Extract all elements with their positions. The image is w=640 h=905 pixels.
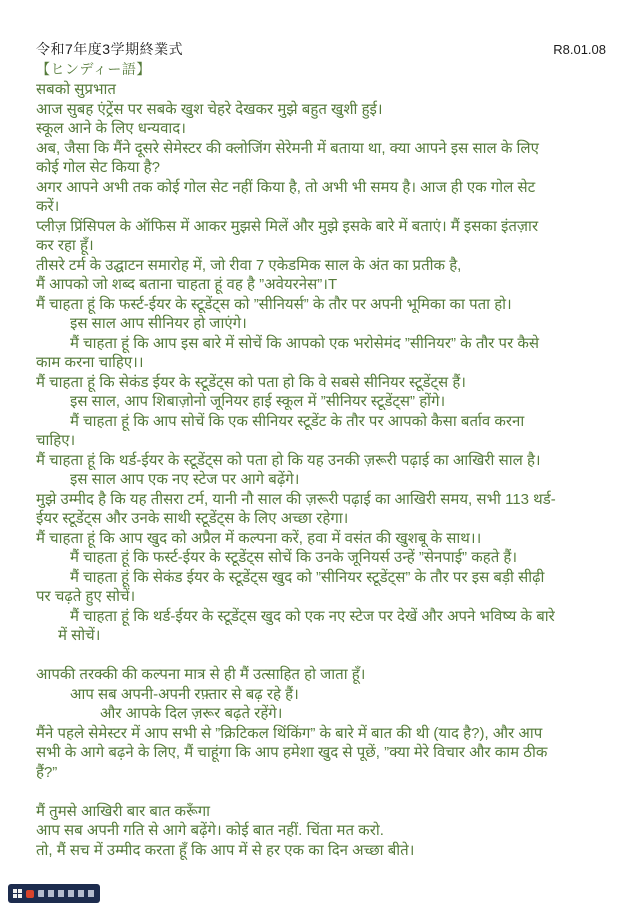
- date-label: R8.01.08: [553, 42, 606, 57]
- text-line: मैं आपको जो शब्द बताना चाहता हूं वह है ”अवेयरनेस”।T: [36, 276, 338, 293]
- text-line: मैं चाहता हूं कि आप खुद को अप्रैल में कल्पना करें, हवा में वसंत की खुशबू के साथ।।: [36, 529, 482, 547]
- text-line: इस साल आप सीनियर हो जाएंगे।: [70, 315, 247, 332]
- text-line: अब, जैसा कि मैंने दूसरे सेमेस्टर की क्लोजिंग सेरेमनी में बताया था, क्या आपने इस साल के लिए: [36, 139, 539, 157]
- text-line: [36, 646, 606, 666]
- text-line: सभी के आगे बढ़ने के लिए, मैं चाहूंगा कि आप हमेशा खुद से पूछें, ”क्या मेरे विचार और काम ठीक: [36, 744, 548, 761]
- text-line: ईयर स्टूडेंट्स और उनके साथी स्टूडेंट्स के लिए अच्छा रहेगा।: [36, 510, 349, 527]
- text-line: मैं चाहता हूं कि थर्ड-ईयर के स्टूडेंट्स खुद को एक नए स्टेज पर देखें और अपने भविष्य के बारे: [70, 607, 555, 625]
- text-line: प्लीज़ प्रिंसिपल के ऑफिस में आकर मुझसे मिलें और मुझे इसके बारे में बताएं। मैं इसका इंतज़ार: [36, 217, 539, 235]
- text-line: तीसरे टर्म के उद्घाटन समारोह में, जो रीवा 7 एकेडमिक साल के अंत का प्रतीक है,: [36, 256, 462, 274]
- document-header: [36, 40, 606, 59]
- text-line: अगर आपने अभी तक कोई गोल सेट नहीं किया है, तो अभी भी समय है। आज ही एक गोल सेट: [36, 178, 536, 196]
- language-section-label: 【ヒンディー語】: [36, 61, 151, 77]
- text-line: कोई गोल सेट किया है?: [36, 159, 160, 176]
- text-line: मैं चाहता हूं कि फर्स्ट-ईयर के स्टूडेंट्स को ”सीनियर्स” के तौर पर अपनी भूमिका का पता हो।: [36, 295, 512, 313]
- text-line: आज सुबह एंट्रेंस पर सबके खुश चेहरे देखकर मुझे बहुत खुशी हुई।: [36, 100, 383, 118]
- red-dot-icon: [26, 890, 34, 898]
- text-line: कर रहा हूँ।: [36, 237, 94, 254]
- text-line: मैं चाहता हूं कि थर्ड-ईयर के स्टूडेंट्स को पता हो कि यह उनकी ज़रूरी पढ़ाई का आखिरी साल है।: [36, 451, 541, 469]
- text-line: चाहिए।: [36, 432, 76, 449]
- text-line: मैंने पहले सेमेस्टर में आप सभी से ”क्रिटिकल थिंकिंग” के बारे में बात की थी (याद है?), और आप: [36, 724, 543, 742]
- text-line: हैं?”: [36, 763, 58, 781]
- text-line: मैं चाहता हूं कि फर्स्ट-ईयर के स्टूडेंट्स सोचें कि उनके जूनियर्स उन्हें ”सेनपाई” कहते हैं।: [70, 549, 518, 566]
- text-line: मैं चाहता हूं कि आप सोचें कि एक सीनियर स्टूडेंट के तौर पर आपको कैसा बर्ताव करना: [70, 412, 525, 430]
- text-line: पर चढ़ते हुए सोचें।: [36, 588, 136, 605]
- text-line: मैं चाहता हूं कि सेकंड ईयर के स्टूडेंट्स को पता हो कि वे सबसे सीनियर स्टूडेंट्स हैं।: [36, 373, 466, 391]
- text-line: काम करना चाहिए।।: [36, 354, 144, 371]
- document-body: [36, 80, 606, 860]
- footer-chip: [8, 884, 100, 903]
- text-line: [36, 782, 606, 802]
- text-line: इस साल आप एक नए स्टेज पर आगे बढ़ेंगे।: [70, 471, 300, 488]
- text-line: मैं चाहता हूं कि आप इस बारे में सोचें कि आपको एक भरोसेमंद ”सीनियर” के तौर पर कैसे: [70, 334, 540, 352]
- text-line: आप सब अपनी गति से आगे बढ़ेंगे। कोई बात नहीं. चिंता मत करो.: [36, 822, 384, 839]
- window-grid-icon: [13, 889, 22, 898]
- text-line: स्कूल आने के लिए धन्यवाद।: [36, 120, 186, 137]
- text-line: तो, मैं सच में उम्मीद करता हूँ कि आप में से हर एक का दिन अच्छा बीते।: [36, 841, 415, 859]
- text-line: आप सब अपनी-अपनी रफ़्तार से बढ़ रहे हैं।: [70, 685, 299, 703]
- chip-text-marks: [38, 890, 95, 897]
- text-line: मैं तुमसे आखिरी बार बात करूँगा: [36, 802, 211, 820]
- text-line: करें।: [36, 198, 60, 215]
- text-line: और आपके दिल ज़रूर बढ़ते रहेंगे।: [100, 705, 283, 722]
- text-line: मैं चाहता हूं कि सेकंड ईयर के स्टूडेंट्स खुद को ”सीनियर स्टूडेंट्स” के तौर पर इस बड़ी सीढ़ी: [70, 568, 545, 586]
- text-line: सबको सुप्रभात: [36, 81, 116, 98]
- text-line: मुझे उम्मीद है कि यह तीसरा टर्म, यानी नौ साल की ज़रूरी पढ़ाई का आखिरी समय, सभी 113 थर्ड-: [36, 490, 556, 508]
- text-line: इस साल, आप शिबाज़ोनो जूनियर हाई स्कूल में ”सीनियर स्टूडेंट्स” होंगे।: [70, 393, 446, 410]
- page-title: 令和7年度3学期終業式: [36, 41, 184, 57]
- text-line: आपकी तरक्की की कल्पना मात्र से ही मैं उत्साहित हो जाता हूँ।: [36, 666, 366, 683]
- text-line: में सोचें।: [58, 627, 101, 644]
